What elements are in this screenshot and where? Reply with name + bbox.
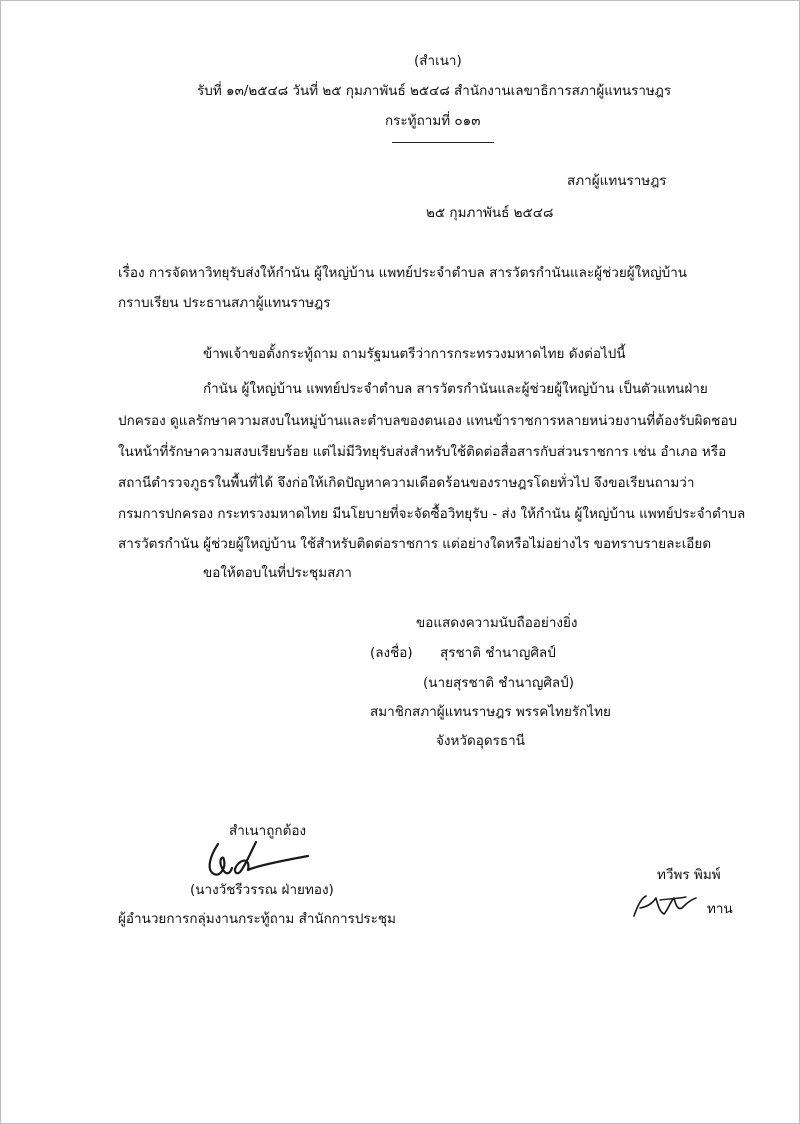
signatory-position: สมาชิกสภาผู้แทนราษฎร พรรคไทยรักไทย	[370, 704, 611, 720]
addressee-line: กราบเรียน ประธานสภาผู้แทนราษฎร	[118, 295, 331, 311]
receipt-line: รับที่ ๑๓/๒๕๔๘ วันที่ ๒๕ กุมภาพันธ์ ๒๕๔๘ สำนักงานเลขาธิการสภาผู้แทนราษฎร	[197, 83, 672, 99]
document-date: ๒๕ กุมภาพันธ์ ๒๕๔๘	[426, 205, 554, 221]
signatory-full-name: (นายสุรชาติ ชำนาญศิลป์)	[423, 675, 575, 691]
signatory-province: จังหวัดอุดรธานี	[436, 733, 525, 749]
origin: สภาผู้แทนราษฎร	[567, 173, 667, 189]
body-line: กำนัน ผู้ใหญ่บ้าน แพทย์ประจำตำบล สารวัตรกำนันและผู้ช่วยผู้ใหญ่บ้าน เป็นตัวแทนฝ่าย	[203, 381, 708, 397]
body-line: ปกครอง ดูแลรักษาความสงบในหมู่บ้านและตำบลของตนเอง แทนข้าราชการหลายหน่วยงานที่ต้องรับผิดชอบ	[118, 413, 738, 429]
copy-mark: (สำเนา)	[414, 53, 462, 69]
signed-name: สุรชาติ ชำนาญศิลป์	[440, 645, 556, 661]
body-intro: ข้าพเจ้าขอตั้งกระทู้ถาม ถามรัฐมนตรีว่าการกระทรวงมหาดไทย ดังต่อไปนี้	[203, 346, 626, 362]
certifier-title: ผู้อำนวยการกลุ่มงานกระทู้ถาม สำนักการประชุม	[118, 911, 396, 927]
header-divider	[392, 142, 494, 143]
certifier-signature	[196, 838, 326, 884]
reviewer-initials	[630, 890, 702, 922]
closing-regards: ขอแสดงความนับถืออย่างยิ่ง	[416, 615, 578, 631]
signed-label: (ลงชื่อ)	[370, 645, 413, 661]
certifier-name: (นางวัชรีวรรณ ฝ่ายทอง)	[190, 882, 334, 898]
body-line: สถานีตำรวจภูธรในพื้นที่ได้ จึงก่อให้เกิดปัญหาความเดือดร้อนของราษฎรโดยทั่วไป จึงขอเรียนถามว่า	[118, 475, 695, 491]
reviewer-suffix: ทาน	[707, 901, 733, 917]
answer-request: ขอให้ตอบในที่ประชุมสภา	[203, 565, 352, 581]
question-number: กระทู้ถามที่ ๐๑๓	[385, 113, 481, 129]
body-line: กรมการปกครอง กระทรวงมหาดไทย มีนโยบายที่จะจัดซื้อวิทยุรับ - ส่ง ให้กำนัน ผู้ใหญ่บ้าน แพทย์ประจำตำบล	[118, 506, 746, 522]
body-line: สารวัตรกำนัน ผู้ช่วยผู้ใหญ่บ้าน ใช้สำหรับติดต่อราชการ แต่อย่างใดหรือไม่อย่างไร ขอทราบรายละเอียด	[118, 536, 712, 552]
certified-copy-label: สำเนาถูกต้อง	[229, 823, 307, 839]
subject-line: เรื่อง การจัดหาวิทยุรับส่งให้กำนัน ผู้ใหญ่บ้าน แพทย์ประจำตำบล สารวัตรกำนันและผู้ช่วยผู้ใหญ่บ้าน	[118, 265, 688, 281]
body-line: ในหน้าที่รักษาความสงบเรียบร้อย แต่ไม่มีวิทยุรับส่งสำหรับใช้ติดต่อสื่อสารกับส่วนราชการ เช่น อำเภอ หรือ	[118, 444, 727, 460]
typist-label: ทวีพร พิมพ์	[657, 867, 721, 883]
